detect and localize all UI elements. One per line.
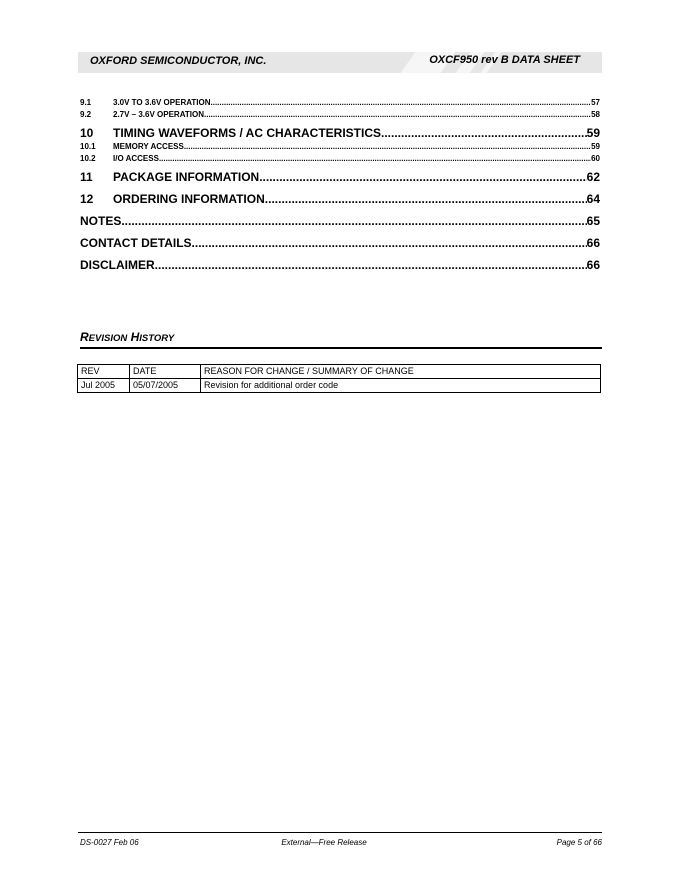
toc-leader: [211, 98, 592, 107]
toc-leader: [155, 258, 587, 272]
column-header-rev: REV: [78, 365, 130, 379]
footer-page-number: Page 5 of 66: [556, 838, 602, 847]
footer-doc-id: DS-0027 Feb 06: [80, 838, 139, 847]
footer-release: External—Free Release: [281, 838, 367, 847]
heading-initial: H: [130, 330, 140, 344]
toc-page: 66: [586, 236, 600, 250]
toc-title: DISCLAIMER: [80, 258, 155, 272]
toc-entry-notes[interactable]: [80, 214, 600, 236]
toc-page: 60: [591, 154, 600, 163]
toc-entry-11[interactable]: [80, 170, 600, 192]
page-header: [78, 52, 602, 73]
column-header-reason: REASON FOR CHANGE / SUMMARY OF CHANGE: [201, 365, 601, 379]
toc-page: 66: [586, 258, 600, 272]
toc-number: 9.1: [80, 98, 92, 107]
toc-entry-disclaimer[interactable]: [80, 258, 600, 280]
heading-rest: EVISION: [88, 333, 128, 344]
toc-page: 65: [586, 214, 600, 228]
toc-title: MEMORY ACCESS: [113, 142, 184, 151]
toc-title: 3.0V TO 3.6V OPERATION: [113, 98, 211, 107]
toc-leader: [159, 154, 591, 163]
cell-reason: Revision for additional order code: [201, 379, 601, 393]
document-title: OXCF950 rev B DATA SHEET: [429, 54, 580, 66]
column-header-date: DATE: [130, 365, 201, 379]
toc-leader: [381, 126, 587, 140]
toc-title: PACKAGE INFORMATION: [113, 170, 260, 184]
toc-number: 12: [80, 192, 94, 206]
toc-title: TIMING WAVEFORMS / AC CHARACTERISTICS: [113, 126, 381, 140]
toc-number: 10.1: [80, 142, 96, 151]
table-header-row: [78, 365, 601, 379]
footer-rule: [78, 832, 602, 833]
toc-leader: [259, 170, 586, 184]
toc-leader: [121, 214, 586, 228]
toc-number: 9.2: [80, 110, 92, 119]
toc-leader: [192, 236, 587, 250]
toc-page: 62: [586, 170, 600, 184]
table-of-contents: [80, 98, 600, 280]
toc-page: 57: [591, 98, 600, 107]
toc-title: ORDERING INFORMATION: [113, 192, 265, 206]
toc-leader: [204, 110, 591, 119]
heading-initial: R: [80, 330, 89, 344]
heading-rest: ISTORY: [139, 333, 175, 344]
toc-page: 64: [586, 192, 600, 206]
toc-entry-10-2[interactable]: [80, 154, 600, 166]
toc-page: 58: [591, 110, 600, 119]
heading-rule: [80, 347, 602, 349]
cell-rev: Jul 2005: [78, 379, 130, 393]
revision-history-heading: [80, 330, 174, 344]
cell-date: 05/07/2005: [130, 379, 201, 393]
toc-title: NOTES: [80, 214, 122, 228]
toc-page: 59: [591, 142, 600, 151]
toc-number: 10.2: [80, 154, 96, 163]
toc-leader: [184, 142, 591, 151]
toc-entry-contact-details[interactable]: [80, 236, 600, 258]
toc-title: 2.7V – 3.6V OPERATION: [113, 110, 204, 119]
toc-number: 11: [80, 170, 93, 184]
toc-entry-9-2[interactable]: [80, 110, 600, 122]
table-row: [78, 379, 601, 393]
toc-entry-9-1[interactable]: [80, 98, 600, 110]
company-name: OXFORD SEMICONDUCTOR, INC.: [90, 55, 267, 67]
toc-entry-10-1[interactable]: [80, 142, 600, 154]
toc-leader: [265, 192, 587, 206]
toc-entry-12[interactable]: [80, 192, 600, 214]
toc-number: 10: [80, 126, 94, 140]
toc-title: CONTACT DETAILS: [80, 236, 192, 250]
revision-history-table: [77, 364, 601, 393]
toc-page: 59: [586, 126, 600, 140]
toc-title: I/O ACCESS: [113, 154, 159, 163]
